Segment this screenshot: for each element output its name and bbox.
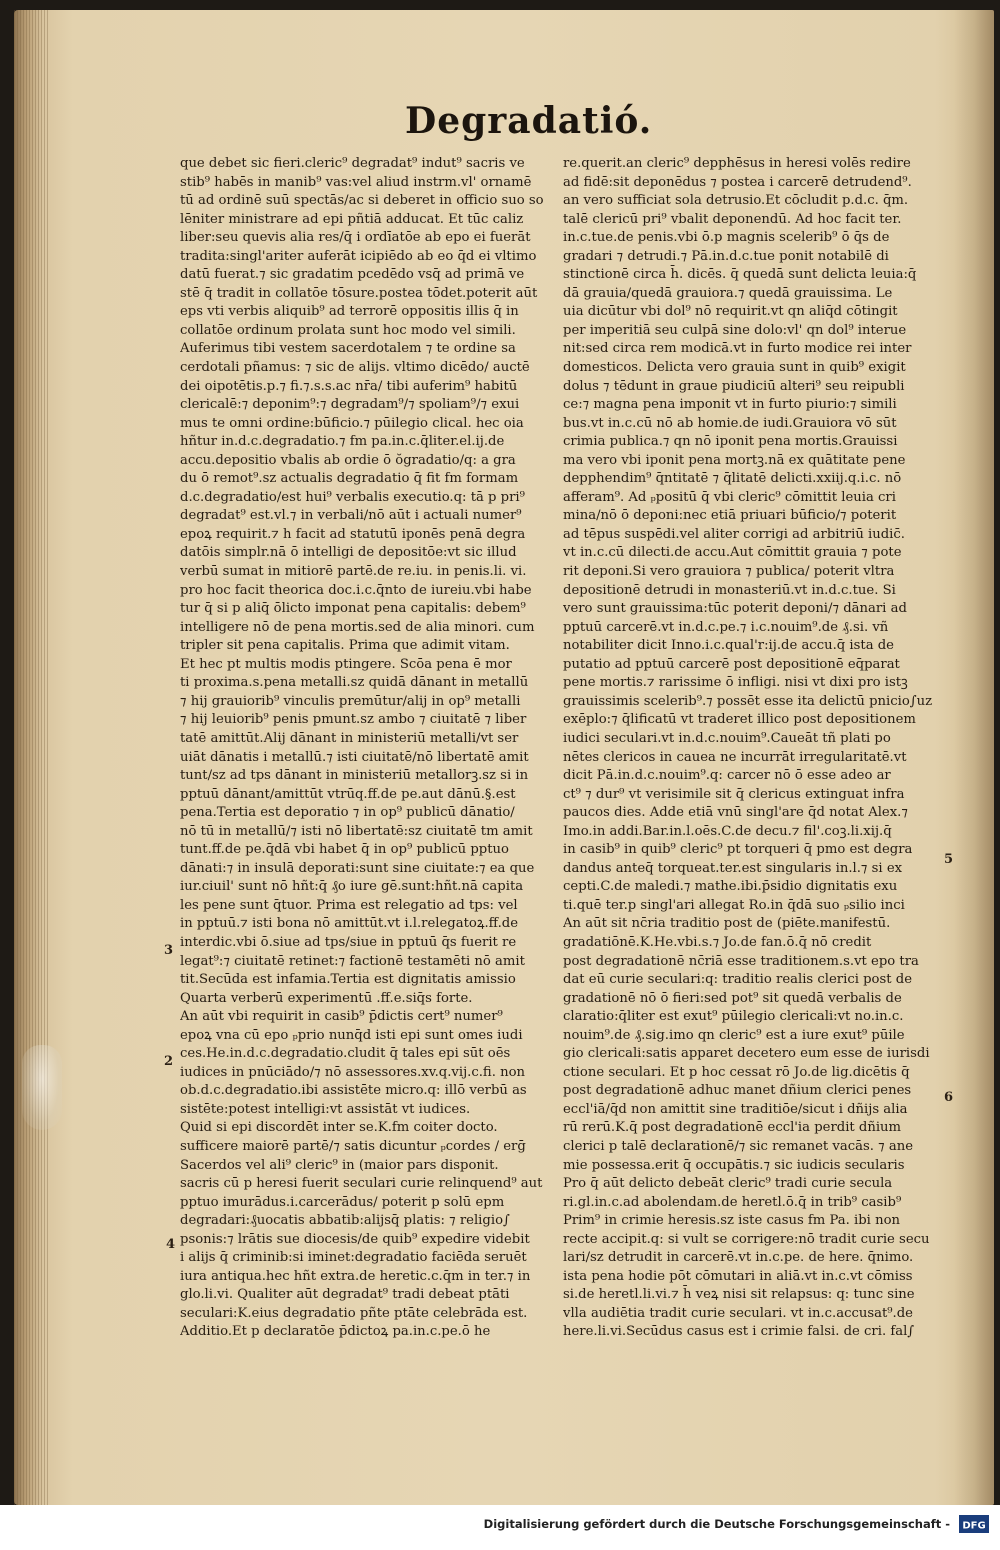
text-line: crimia publica.⁊ qn nō iponit pena mortis.Grauissi [563,434,898,450]
text-line: collatōe ordinum prolata sunt hoc modo vel simili. [180,322,516,338]
text-line: nit:sed circa rem modicā.vt in furto modice rei inter [563,341,912,357]
text-line: ti proxima.s.pena metalli.sz quidā dānant in metallū [180,675,529,691]
text-line: mus te omni ordine:būficio.⁊ pūilegio clical. hec oia [180,415,524,431]
text-line: nouim⁹.de ₰.sig.imo qn cleric⁹ est a iure exut⁹ pūile [563,1027,905,1043]
text-line: degradat⁹ est.vl.⁊ in verbali/nō aūt i actuali numer⁹ [180,508,522,524]
text-line: bus.vt in.c.cū nō ab homie.de iudi.Grauiora vō sūt [563,415,897,431]
text-line: tatē amittūt.Alij dānant in ministeriū metalli/vt ser [180,730,519,746]
text-line: mie possessa.erit q̄ occupātis.⁊ sic iudicis secularis [563,1157,905,1173]
footer-bar [0,1505,1000,1550]
text-line: sufficere maiorē partē/⁊ satis dicuntur ₚcordes / erḡ [180,1138,526,1154]
text-line: iura antiqua.hec hñt extra.de heretic.c.q̄m in ter.⁊ in [180,1268,531,1284]
text-line: clericalē:⁊ deponim⁹:⁊ degradam⁹/⁊ spoliam⁹/⁊ exui [180,397,520,413]
right-text-column [563,155,963,1342]
margin-number-4: 4 [166,1237,176,1252]
margin-number-2: 2 [164,1054,174,1069]
text-line: cerdotali pñamus: ⁊ sic de alijs. vltimo dicēdo/ auctē [180,360,530,376]
text-line: dandus anteq̄ torqueat.ter.est singularis in.l.⁊ si ex [563,860,903,876]
margin-number-3: 3 [164,943,174,958]
left-text-column [180,155,580,1342]
text-line: pptuo imurādus.i.carcerādus/ poterit p solū epm [180,1194,505,1210]
text-line: notabiliter dicit Inno.i.c.qual'r:ij.de accu.q̄ ista de [563,638,894,654]
text-line: rit deponi.Si vero grauiora ⁊ publica/ poterit vltra [563,564,895,580]
text-line: talē clericū pri⁹ vbalit deponendū. Ad hoc facit ter. [563,211,902,227]
text-line: eccl'iā/q̄d non amittit sine traditiōe/sicut i dñijs alia [563,1101,908,1117]
text-line: accu.depositio vbalis ab ordie ō ŏgradatio/q: a gra [180,452,516,468]
text-line: ti.quē ter.p singl'ari allegat Ro.in q̄dā suo ₚsilio inci [563,897,905,913]
text-line: tū ad ordinē suū spectās/ac si deberet in officio suo so [180,193,544,209]
text-line: uia dicūtur vbi dol⁹ nō requirit.vt qn aliq̄d cōtingit [563,304,898,320]
text-line: uiāt dānatis i metallū.⁊ isti ciuitatē/nō libertatē amit [180,749,529,765]
text-line: tradita:singl'ariter auferāt icipiēdo ab eo q̄d ei vltimo [180,248,537,264]
text-line: glo.li.vi. Qualiter aūt degradat⁹ tradi debeat ptāti [180,1287,510,1303]
text-line: per imperitiā seu culpā sine dolo:vl' qn dol⁹ interue [563,322,907,338]
text-line: vlla audiētia tradit curie seculari. vt in.c.accusat⁹.de [563,1305,913,1321]
text-line: Imo.in addi.Bar.in.l.oēs.C.de decu.⁊ fil'.coꝫ.li.xij.q̄ [563,823,892,839]
text-line: ce:⁊ magna pena imponit vt in furto piurio:⁊ simili [563,397,897,413]
text-line: tunt/sz ad tps dānant in ministeriū metallorꝫ.sz si in [180,768,529,784]
text-line: ad fidē:sit deponēdus ⁊ postea i carcerē detrudend⁹. [563,174,912,190]
text-line: interdic.vbi ō.siue ad tps/siue in pptuū q̄s fuerit re [180,934,517,950]
text-line: sacris cū p heresi fuerit seculari curie relinquend⁹ aut [180,1176,543,1192]
text-line: in.c.tue.de penis.vbi ō.p magnis scelerib⁹ ō q̄s de [563,230,890,246]
text-line: pene mortis.⁊ rarissime ō infligi. nisi vt dixi pro istꝫ [563,675,908,691]
text-line: depphendim⁹ q̄ntitatē ⁊ q̄litatē delicti.xxiij.q.i.c. nō [563,471,902,487]
text-line: vero sunt grauissima:tūc poterit deponi/⁊ dānari ad [563,601,907,617]
text-line: tit.Secūda est infamia.Tertia est dignitatis amissio [180,972,516,988]
text-line: grauissimis scelerib⁹.⁊ possēt esse ita delictū pnicio∫uz [563,693,933,709]
text-line: nētes clericos in cauea ne incurrāt irregularitatē.vt [563,749,907,765]
page-edge [14,10,48,1505]
text-line: ces.He.in.d.c.degradatio.cludit q̄ tales epi sūt oēs [180,1046,511,1062]
text-line: ista pena hodie pōt cōmutari in aliā.vt in.c.vt cōmiss [563,1268,913,1284]
text-line: gradationē nō ō fieri:sed pot⁹ sit quedā verbalis de [563,990,902,1006]
text-line: vt in.c.cū dilecti.de accu.Aut cōmittit grauia ⁊ pote [563,545,902,561]
text-line: An aūt sit nc̄ria traditio post de (piēte.manifestū. [563,916,891,932]
text-line: Additio.Et p declaratōe p̄dictoꝝ pa.in.c.pe.ō he [180,1324,491,1340]
text-line: exēplo:⁊ q̄lificatū vt traderet illico post depositionem [563,712,916,728]
text-line: post degradationē adhuc manet dñium clerici penes [563,1083,912,1099]
text-line: clerici p talē declarationē/⁊ sic remanet vacās. ⁊ ane [563,1138,914,1154]
text-line: ob.d.c.degradatio.ibi assistēte micro.q: illō verbū as [180,1083,527,1099]
text-line: tur q̄ si p aliq̄ ōlicto imponat pena capitalis: debem⁹ [180,601,526,617]
text-line: du ō remot⁹.sz actualis degradatio q̄ fit fm formam [180,471,519,487]
text-line: legat⁹:⁊ ciuitatē retinet:⁊ factionē testamēti nō amit [180,953,525,969]
text-line: seculari:K.eius degradatio pñte ptāte celebrāda est. [180,1305,528,1321]
text-line: cepti.C.de maledi.⁊ mathe.ibi.p̄sidio dignitatis exu [563,879,898,895]
text-line: dānati:⁊ in insulā deporati:sunt sine ciuitate:⁊ ea que [180,860,535,876]
text-line: si.de heretl.li.vi.⁊ h̄ veꝝ nisi sit relapsus: q: tunc sine [563,1287,915,1303]
text-line: les pene sunt q̄tuor. Prima est relegatio ad tps: vel [180,897,518,913]
page-heading: Degradatió. [405,100,653,142]
text-line: ctione seculari. Et p hoc cessat rō Jo.de lig.dicētis q̄ [563,1064,910,1080]
dfg-logo-icon [958,1512,990,1536]
text-line: datōis simplr.nā ō intelligi de depositōe:vt sic illud [180,545,517,561]
margin-number-5: 5 [944,852,954,867]
funding-notice: Digitalisierung gefördert durch die Deutsche Forschungsgemeinschaft - [483,1517,950,1531]
text-line: degradari:₰uocatis abbatib:alijsq̄ platis: ⁊ religio∫ [180,1213,510,1229]
text-line: in pptuū.⁊ isti bona nō amittūt.vt i.l.relegatoꝝ.ff.de [180,916,519,932]
text-line: Prim⁹ in crimie heresis.sz iste casus fm Pa. ibi non [563,1213,901,1229]
text-line: An aūt vbi requirit in casib⁹ p̄dictis cert⁹ numer⁹ [180,1009,503,1025]
text-line: claratio:q̄liter est exut⁹ pūilegio clericali:vt no.in.c. [563,1009,904,1025]
text-line: dicit Pā.in.d.c.nouim⁹.q: carcer nō ō esse adeo ar [563,768,891,784]
text-line: epoꝝ requirit.⁊ h facit ad statutū iponēs penā degra [180,526,526,542]
text-line: gio clericali:satis apparet decetero eum esse de iurisdi [563,1046,930,1062]
text-line: dolus ⁊ tēdunt in graue piudiciū alteri⁹ seu reipubli [563,378,905,394]
text-line: rū rerū.K.q̄ post degradationē eccl'ia perdit dñium [563,1120,902,1136]
text-line: tunt.ff.de pe.q̄dā vbi habet q̄ in op⁹ publicū pptuo [180,842,509,858]
text-line: liber:seu quevis alia res/q̄ i ordīatōe ab epo ei fuerāt [180,230,531,246]
text-line: verbū sumat in mitiorē partē.de re.iu. in penis.li. vi. [180,564,527,580]
text-line: paucos dies. Adde etiā vnū singl'are q̄d notat Alex.⁊ [563,805,908,821]
text-line: recte accipit.q: si vult se corrigere:nō tradit curie secu [563,1231,930,1247]
text-line: an vero sufficiat sola detrusio.Et cōcludit p.d.c. q̄m. [563,193,909,209]
text-line: depositionē detrudi in monasteriū.vt in.d.c.tue. Si [563,582,896,598]
text-line: psonis:⁊ lrātis sue diocesis/de quib⁹ expedire videbit [180,1231,530,1247]
text-line: lari/sz detrudit in carcerē.vt in.c.pe. de here. q̄nimo. [563,1250,914,1266]
text-line: d.c.degradatio/est hui⁹ verbalis executio.q: tā p pri⁹ [180,489,525,505]
text-line: hñtur in.d.c.degradatio.⁊ fm pa.in.c.q̄liter.el.ij.de [180,434,505,450]
text-line: pptuū carcerē.vt in.d.c.pe.⁊ i.c.nouim⁹.de ₰.si. vñ [563,619,889,635]
text-line: pptuū dānant/amittūt vtrūq.ff.de pe.aut dānū.§.est [180,786,516,802]
text-line: sistēte:potest intelligi:vt assistāt vt iudices. [180,1101,471,1117]
text-line: ⁊ hij grauiorib⁹ vinculis premūtur/alij in op⁹ metalli [180,693,521,709]
text-line: tripler sit pena capitalis. Prima que adimit vitam. [180,638,510,654]
text-line: Pro q̄ aūt delicto debeāt cleric⁹ tradi curie secula [563,1176,893,1192]
text-line: lēniter ministrare ad epi pñtiā adducat. Et tūc caliz [180,211,524,227]
text-line: i alijs q̄ criminib:si iminet:degradatio faciēda seruēt [180,1250,527,1266]
text-line: here.li.vi.Secūdus casus est i crimie falsi. de cri. fal∫ [563,1324,915,1340]
text-line: ri.gl.in.c.ad abolendam.de heretl.ō.q̄ in trib⁹ casib⁹ [563,1194,902,1210]
text-line: datū fuerat.⁊ sic gradatim pcedēdo vsq̄ ad primā ve [180,267,525,283]
text-line: que debet sic fieri.cleric⁹ degradat⁹ indut⁹ sacris ve [180,156,525,171]
text-line: Auferimus tibi vestem sacerdotalem ⁊ te ordine sa [180,341,516,357]
text-line: ad tēpus suspēdi.vel aliter corrigi ad arbitriū iudic̄. [563,526,905,542]
text-line: dat eū curie seculari:q: traditio realis clerici post de [563,972,913,988]
text-line: dā grauia/quedā grauiora.⁊ quedā grauissima. Le [563,285,893,301]
text-line: nō tū in metallū/⁊ isti nō libertatē:sz ciuitatē tm amit [180,823,533,839]
text-line: eps vti verbis aliquib⁹ ad terrorē oppositis illis q̄ in [180,304,519,320]
text-line: ct⁹ ⁊ dur⁹ vt verisimile sit q̄ clericus extinguat infra [563,786,905,802]
text-line: ⁊ hij leuiorib⁹ penis pmunt.sz ambo ⁊ ciuitatē ⁊ liber [180,712,527,728]
text-line: Et hec pt multis modis ptingere. Scōa pena ē mor [180,656,512,672]
text-line: Quid si epi discordēt inter se.K.fm coiter docto. [180,1120,498,1136]
text-line: mina/nō ō deponi:nec etiā priuari būficio/⁊ poterit [563,508,897,524]
text-line: domesticos. Delicta vero grauia sunt in quib⁹ exigit [563,360,906,376]
text-line: Quarta verberū experimentū .ff.e.siq̄s forte. [180,990,473,1006]
dfg-logo-label: DFG [962,1520,986,1532]
text-line: putatio ad pptuū carcerē post depositionē eq̄parat [563,656,900,672]
text-line: iudices in pnūciādo/⁊ nō assessores.xv.q.vij.c.fi. non [180,1064,526,1080]
text-line: stē q̄ tradit in collatōe tōsure.postea tōdet.poterit aūt [180,285,538,301]
text-line: stib⁹ habēs in manib⁹ vas:vel aliud instrm.vl' ornamē [180,174,532,190]
text-line: gradatiōnē.K.He.vbi.s.⁊ Jo.de fan.ō.q̄ nō credit [563,934,872,950]
text-line: epoꝝ vna cū epo ₚprio nunq̄d isti epi sunt omes iudi [180,1027,523,1043]
text-line: pena.Tertia est deporatio ⁊ in op⁹ publicū dānatio/ [180,805,515,821]
text-line: post degradationē nc̄riā esse traditionem.s.vt epo tra [563,953,919,969]
text-line: in casib⁹ in quib⁹ cleric⁹ pt torqueri q̄ pmo est degra [563,842,913,858]
text-line: re.querit.an cleric⁹ depphēsus in heresi volēs redire [563,156,911,171]
text-line: intelligere nō de pena mortis.sed de alia minori. cum [180,619,535,635]
text-line: Sacerdos vel ali⁹ cleric⁹ in (maior pars disponit. [180,1157,499,1173]
text-line: stinctionē circa h̄. dicēs. q̄ quedā sunt delicta leuia:q̄ [563,267,917,283]
margin-number-6: 6 [944,1090,954,1105]
text-line: afferam⁹. Ad ₚpositū q̄ vbi cleric⁹ cōmittit leuia cri [563,489,896,505]
text-line: iur.ciuil' sunt nō hñt:q̄ ₰o iure gē.sunt:hñt.nā capita [180,879,524,895]
text-line: iudici seculari.vt in.d.c.nouim⁹.Caueāt tñ plati po [563,730,891,746]
text-line: gradari ⁊ detrudi.⁊ Pā.in.d.c.tue ponit notabilē di [563,248,889,264]
thumb-glare [22,1045,62,1130]
text-line: dei oipotētis.p.⁊ fi.⁊.s.s.ac nr̄a/ tibi auferim⁹ habitū [180,378,518,394]
text-line: pro hoc facit theorica doc.i.c.q̄nto de iureiu.vbi habe [180,582,532,598]
text-line: ma vero vbi iponit pena mortꝫ.nā ex quātitate pene [563,452,906,468]
